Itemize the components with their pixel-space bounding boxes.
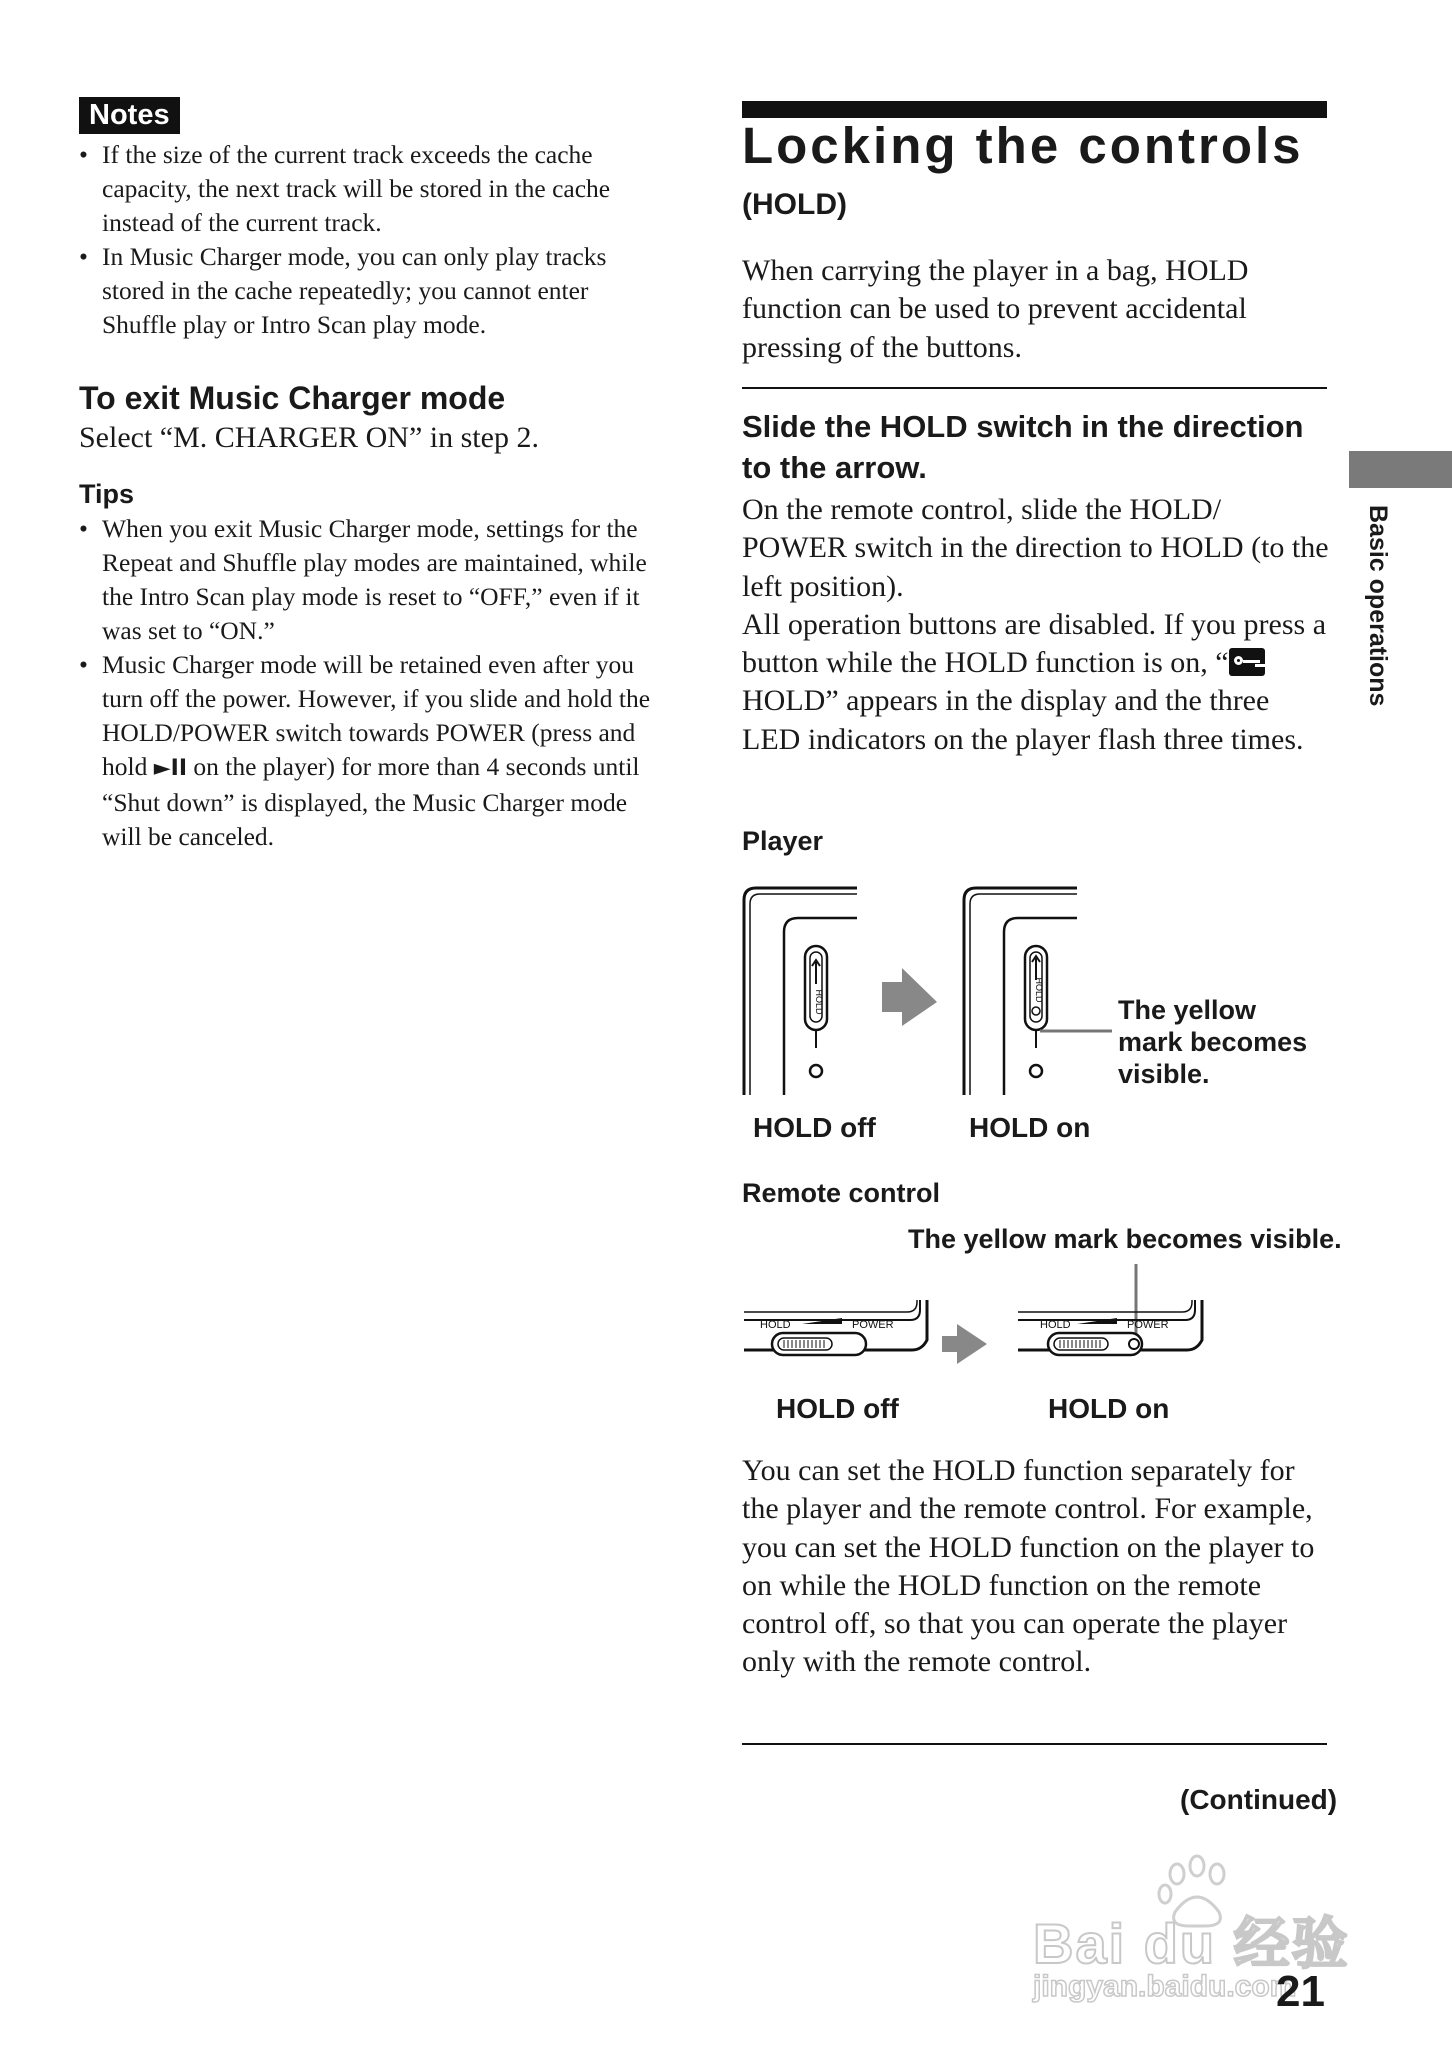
switch-hold-text: HOLD [760, 1319, 791, 1331]
step-text-1: On the remote control, slide the HOLD/ POWER switch in the direction to HOLD (to the left position). [742, 493, 1329, 603]
side-tab [1349, 451, 1452, 488]
exit-text: Select “M. CHARGER ON” in step 2. [79, 421, 539, 454]
step-text-2b: HOLD” appears in the display and the three LED indicators on the player flash three times. [742, 684, 1304, 756]
side-tab-label: Basic operations [1364, 505, 1392, 707]
remote-hold-on-label: HOLD on [1048, 1393, 1170, 1424]
remote-hold-on-device [1018, 1300, 1202, 1355]
notes-list [79, 138, 669, 342]
arrow-right-icon [942, 1324, 987, 1364]
step-text-2a: All operation buttons are disabled. If you press a button while the HOLD function is on, “ [742, 607, 1327, 680]
svg-text:HOLD: HOLD [1034, 977, 1044, 1003]
player-hold-off-label: HOLD off [753, 1112, 876, 1143]
divider [742, 387, 1327, 389]
remote-hold-off-label: HOLD off [776, 1393, 899, 1424]
player-callout: The yellow mark becomes visible. [1118, 995, 1308, 1089]
switch-hold-text: HOLD [1040, 1319, 1071, 1331]
switch-power-text: POWER [1127, 1319, 1169, 1331]
step-heading: Slide the HOLD switch in the direction to the arrow. [742, 409, 1304, 485]
tip2-text-b: on the player) for more than 4 seconds until “Shut down” is displayed, the Music Charger mode will be canceled. [102, 752, 640, 851]
remote-hold-illustration [742, 1260, 1327, 1380]
tips-list [79, 512, 669, 854]
intro-text: When carrying the player in a bag, HOLD function can be used to prevent accidental pressing of the buttons. [742, 254, 1249, 364]
left-column [79, 97, 669, 854]
tips-heading: Tips [79, 479, 135, 509]
switch-power-text: POWER [852, 1319, 894, 1331]
tip-item: • When you exit Music Charger mode, settings for the Repeat and Shuffle play modes are maintained, while the Intro Scan play mode is reset to “OFF,” even if it was set to “ON.” [79, 512, 669, 648]
remote-callout: The yellow mark becomes visible. [908, 1224, 1342, 1254]
note-item: • If the size of the current track exceeds the cache capacity, the next track will be stored in the cache instead of the current track. [79, 138, 669, 240]
step-text-2 [742, 606, 1332, 759]
notes-badge: Notes [79, 97, 180, 134]
player-hold-on-label: HOLD on [969, 1112, 1091, 1143]
tip2-text-a: Music Charger mode will be retained even after you turn off the power. However, if you slide and hold the HOLD/POWER switch towards POWER (press and hold [102, 650, 651, 781]
page-number: 21 [1276, 1967, 1325, 2016]
player-label: Player [742, 826, 824, 856]
step-body [742, 491, 1332, 759]
player-hold-on-device [964, 888, 1112, 1095]
watermark-brand: Bai du 经验 [1033, 1912, 1350, 1975]
page-subtitle: (HOLD) [742, 188, 847, 221]
remote-label: Remote control [742, 1178, 941, 1208]
continued-label: (Continued) [1180, 1784, 1338, 1815]
right-column [742, 0, 1342, 2064]
watermark-url: jingyan.baidu.com [1033, 1970, 1297, 2003]
player-hold-off-device [744, 888, 857, 1095]
closing-text: You can set the HOLD function separately for the player and the remote control. For example, you can set the HOLD function on the player to on while the HOLD function on the remote control off, so that you can operate the player only with the remote control. [742, 1454, 1315, 1679]
play-pause-symbol: ►II [153, 756, 188, 781]
divider [742, 1743, 1327, 1745]
key-lock-icon [1229, 648, 1265, 676]
arrow-right-icon [882, 968, 937, 1026]
note-item: • In Music Charger mode, you can only play tracks stored in the cache repeatedly; you cannot enter Shuffle play or Intro Scan play mode. [79, 240, 669, 342]
tip-item [79, 648, 669, 854]
remote-hold-off-device [744, 1300, 927, 1355]
svg-text:HOLD: HOLD [814, 989, 824, 1015]
exit-heading: To exit Music Charger mode [79, 380, 506, 416]
page-title: Locking the controls [742, 117, 1304, 174]
